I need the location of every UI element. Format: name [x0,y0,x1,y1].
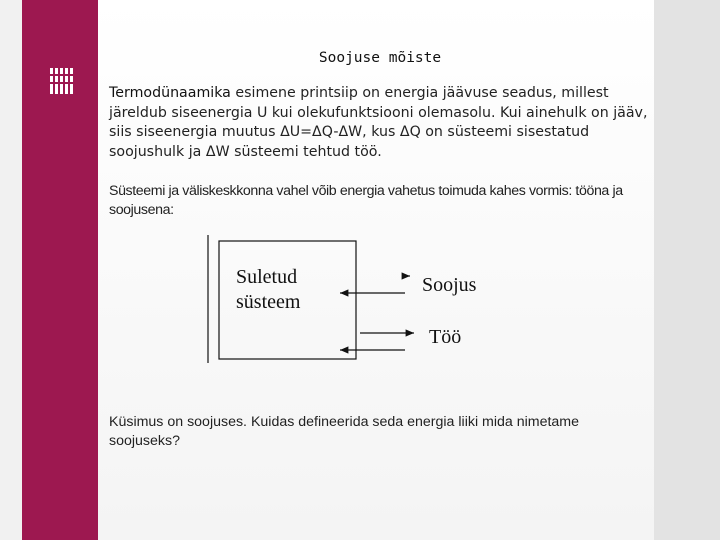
term-thermodynamics: Termodünaamika [109,85,231,101]
box-label-line1: Suletud [236,266,298,288]
label-work: Töö [429,326,462,348]
paragraph-question: Küsimus on soojuses. Kuidas defineerida seda energia liiki mida nimetame soojuseks? [109,414,580,449]
left-edge-strip [0,0,22,540]
right-side-bar [654,0,720,540]
box-label-line2: süsteem [236,291,301,313]
closed-system-diagram [200,230,500,370]
paragraph-energy-exchange: Süsteemi ja väliskeskkonna vahel võib energia vahetus toimuda kahes vormis: tööna ja soojusena: [109,183,623,218]
decorative-grid-icon [50,68,74,94]
paragraph-first-law [109,84,649,162]
slide-title: Soojuse mõiste [318,50,442,66]
paragraph-first-law-text: esimene printsiip on energia jäävuse seadus, millest järeldub siseenergia U kui olekufunktsiooni olemasolu. Kui ainehulk on jääv, siis siseenergia muutus ΔU=ΔQ-ΔW, kus ΔQ on süsteemi sisestatud soojushulk ja ΔW süsteemi tehtud töö. [109,85,648,160]
label-heat: Soojus [422,274,477,296]
